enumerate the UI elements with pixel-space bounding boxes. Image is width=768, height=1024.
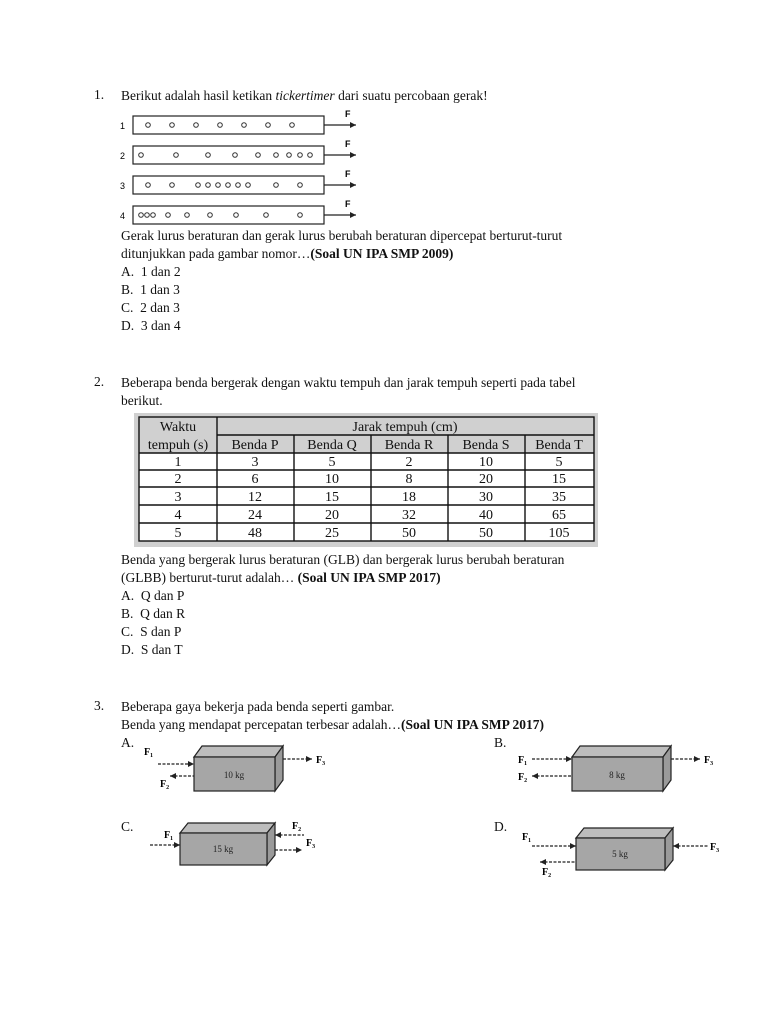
question-text: (GLBB) berturut-turut adalah… (Soal UN IPA SMP 2017) (121, 570, 441, 585)
tape-label: 4 (120, 211, 126, 221)
table-column-header: Benda T (535, 438, 583, 453)
question-source: (Soal UN IPA SMP 2017) (297, 570, 441, 585)
option-a-letter[interactable]: A. (121, 735, 135, 750)
arrow-right-icon (306, 756, 312, 762)
question-number: 3. (94, 698, 105, 713)
ticker-tape (120, 199, 356, 224)
arrow-right-icon (296, 847, 302, 853)
ticker-tape (120, 169, 356, 194)
force-arrow-icon (350, 152, 356, 158)
force-diagram-b[interactable] (512, 740, 730, 796)
svg-text:20: 20 (325, 508, 339, 523)
force-diagram-d[interactable] (516, 820, 734, 880)
svg-text:40: 40 (479, 508, 493, 523)
table-column-header: Benda P (231, 438, 279, 453)
svg-text:15: 15 (325, 490, 339, 505)
option-c[interactable]: C. S dan P (121, 624, 182, 639)
force-label: F₃ (316, 755, 326, 766)
svg-text:105: 105 (548, 526, 570, 541)
table-header-distance: Jarak tempuh (cm) (352, 420, 458, 435)
svg-text:50: 50 (479, 526, 493, 541)
svg-text:12: 12 (248, 490, 262, 505)
force-label: F (345, 109, 351, 119)
option-b-letter[interactable]: B. (494, 735, 507, 750)
distance-time-table (134, 413, 598, 547)
question-stem: berikut. (121, 393, 163, 408)
table-header-time: Waktu (159, 420, 197, 435)
mass-label: 5 kg (612, 849, 628, 859)
svg-text:6: 6 (251, 472, 259, 487)
svg-text:3: 3 (251, 455, 259, 470)
svg-text:18: 18 (402, 490, 416, 505)
question-text: Gerak lurus beraturan dan gerak lurus berubah beraturan dipercepat berturut-turut (121, 228, 563, 243)
svg-text:2: 2 (174, 472, 182, 487)
force-label: F₃ (306, 838, 316, 849)
svg-text:4: 4 (174, 508, 182, 523)
force-diagram-a[interactable] (138, 740, 338, 796)
svg-text:15: 15 (552, 472, 566, 487)
svg-text:8: 8 (405, 472, 413, 487)
force-label: F₂ (518, 772, 528, 783)
force-label: F₁ (522, 832, 532, 843)
force-label: F₂ (160, 779, 170, 790)
svg-text:35: 35 (552, 490, 566, 505)
force-label: F₃ (710, 842, 720, 853)
question-text: ditunjukkan pada gambar nomor…(Soal UN IPA SMP 2009) (121, 246, 454, 261)
force-label: F (345, 169, 351, 179)
table-column-header: Benda R (384, 438, 434, 453)
arrow-left-icon (673, 843, 679, 849)
force-label: F₂ (292, 821, 302, 832)
option-d[interactable]: D. S dan T (121, 642, 183, 657)
ticker-tape (120, 109, 356, 134)
arrow-left-icon (275, 832, 281, 838)
svg-text:24: 24 (248, 508, 262, 523)
svg-text:32: 32 (402, 508, 416, 523)
svg-text:30: 30 (479, 490, 493, 505)
svg-text:10: 10 (325, 472, 339, 487)
option-b[interactable]: B. 1 dan 3 (121, 282, 180, 297)
arrow-left-icon (170, 773, 176, 779)
force-arrow-icon (350, 212, 356, 218)
force-label: F₁ (518, 755, 528, 766)
arrow-right-icon (694, 756, 700, 762)
tape-label: 2 (120, 151, 126, 161)
question-stem: Beberapa gaya bekerja pada benda seperti gambar. (121, 699, 395, 714)
question-source: (Soal UN IPA SMP 2017) (401, 717, 545, 732)
ticker-tape (120, 139, 356, 164)
question-number: 2. (94, 374, 105, 389)
tape-label: 1 (120, 121, 126, 131)
question-stem: Berikut adalah hasil ketikan tickertimer dari suatu percobaan gerak! (121, 88, 488, 103)
arrow-right-icon (566, 756, 572, 762)
option-c[interactable]: C. 2 dan 3 (121, 300, 180, 315)
ticker-tape-figure (116, 106, 366, 228)
option-a[interactable]: A. Q dan P (121, 588, 185, 603)
svg-text:48: 48 (248, 526, 262, 541)
question-stem: Benda yang mendapat percepatan terbesar adalah…(Soal UN IPA SMP 2017) (121, 717, 545, 732)
option-b[interactable]: B. Q dan R (121, 606, 186, 621)
svg-text:5: 5 (328, 455, 336, 470)
svg-text:3: 3 (174, 490, 182, 505)
force-label: F₁ (144, 747, 154, 758)
table-column-header: Benda Q (307, 438, 357, 453)
svg-text:50: 50 (402, 526, 416, 541)
force-label: F₁ (164, 830, 174, 841)
option-c-letter[interactable]: C. (121, 819, 134, 834)
question-text: Benda yang bergerak lurus beraturan (GLB) dan bergerak lurus berubah beraturan (121, 552, 565, 567)
tape-label: 3 (120, 181, 126, 191)
force-label: F (345, 199, 351, 209)
svg-text:10: 10 (479, 455, 493, 470)
svg-text:1: 1 (174, 455, 182, 470)
force-diagram-c[interactable] (142, 818, 332, 870)
force-label: F₃ (704, 755, 714, 766)
mass-label: 8 kg (609, 770, 625, 780)
arrow-right-icon (570, 843, 576, 849)
force-arrow-icon (350, 182, 356, 188)
mass-label: 15 kg (212, 844, 234, 854)
option-d-letter[interactable]: D. (494, 819, 508, 834)
table-column-header: Benda S (462, 438, 510, 453)
svg-text:65: 65 (552, 508, 566, 523)
force-label: F₂ (542, 867, 552, 878)
question-stem: Beberapa benda bergerak dengan waktu tempuh dan jarak tempuh seperti pada tabel (121, 375, 576, 390)
arrow-left-icon (532, 773, 538, 779)
force-label: F (345, 139, 351, 149)
question-source: (Soal UN IPA SMP 2009) (310, 246, 454, 261)
force-arrow-icon (350, 122, 356, 128)
arrow-left-icon (540, 859, 546, 865)
svg-text:25: 25 (325, 526, 339, 541)
svg-text:2: 2 (405, 455, 413, 470)
svg-text:20: 20 (479, 472, 493, 487)
svg-text:5: 5 (555, 455, 563, 470)
question-number: 1. (94, 87, 105, 102)
svg-text:5: 5 (174, 526, 182, 541)
option-a[interactable]: A. 1 dan 2 (121, 264, 181, 279)
option-d[interactable]: D. 3 dan 4 (121, 318, 181, 333)
arrow-right-icon (188, 761, 194, 767)
mass-label: 10 kg (223, 770, 245, 780)
arrow-right-icon (174, 842, 180, 848)
table-header-time: tempuh (s) (147, 438, 209, 453)
